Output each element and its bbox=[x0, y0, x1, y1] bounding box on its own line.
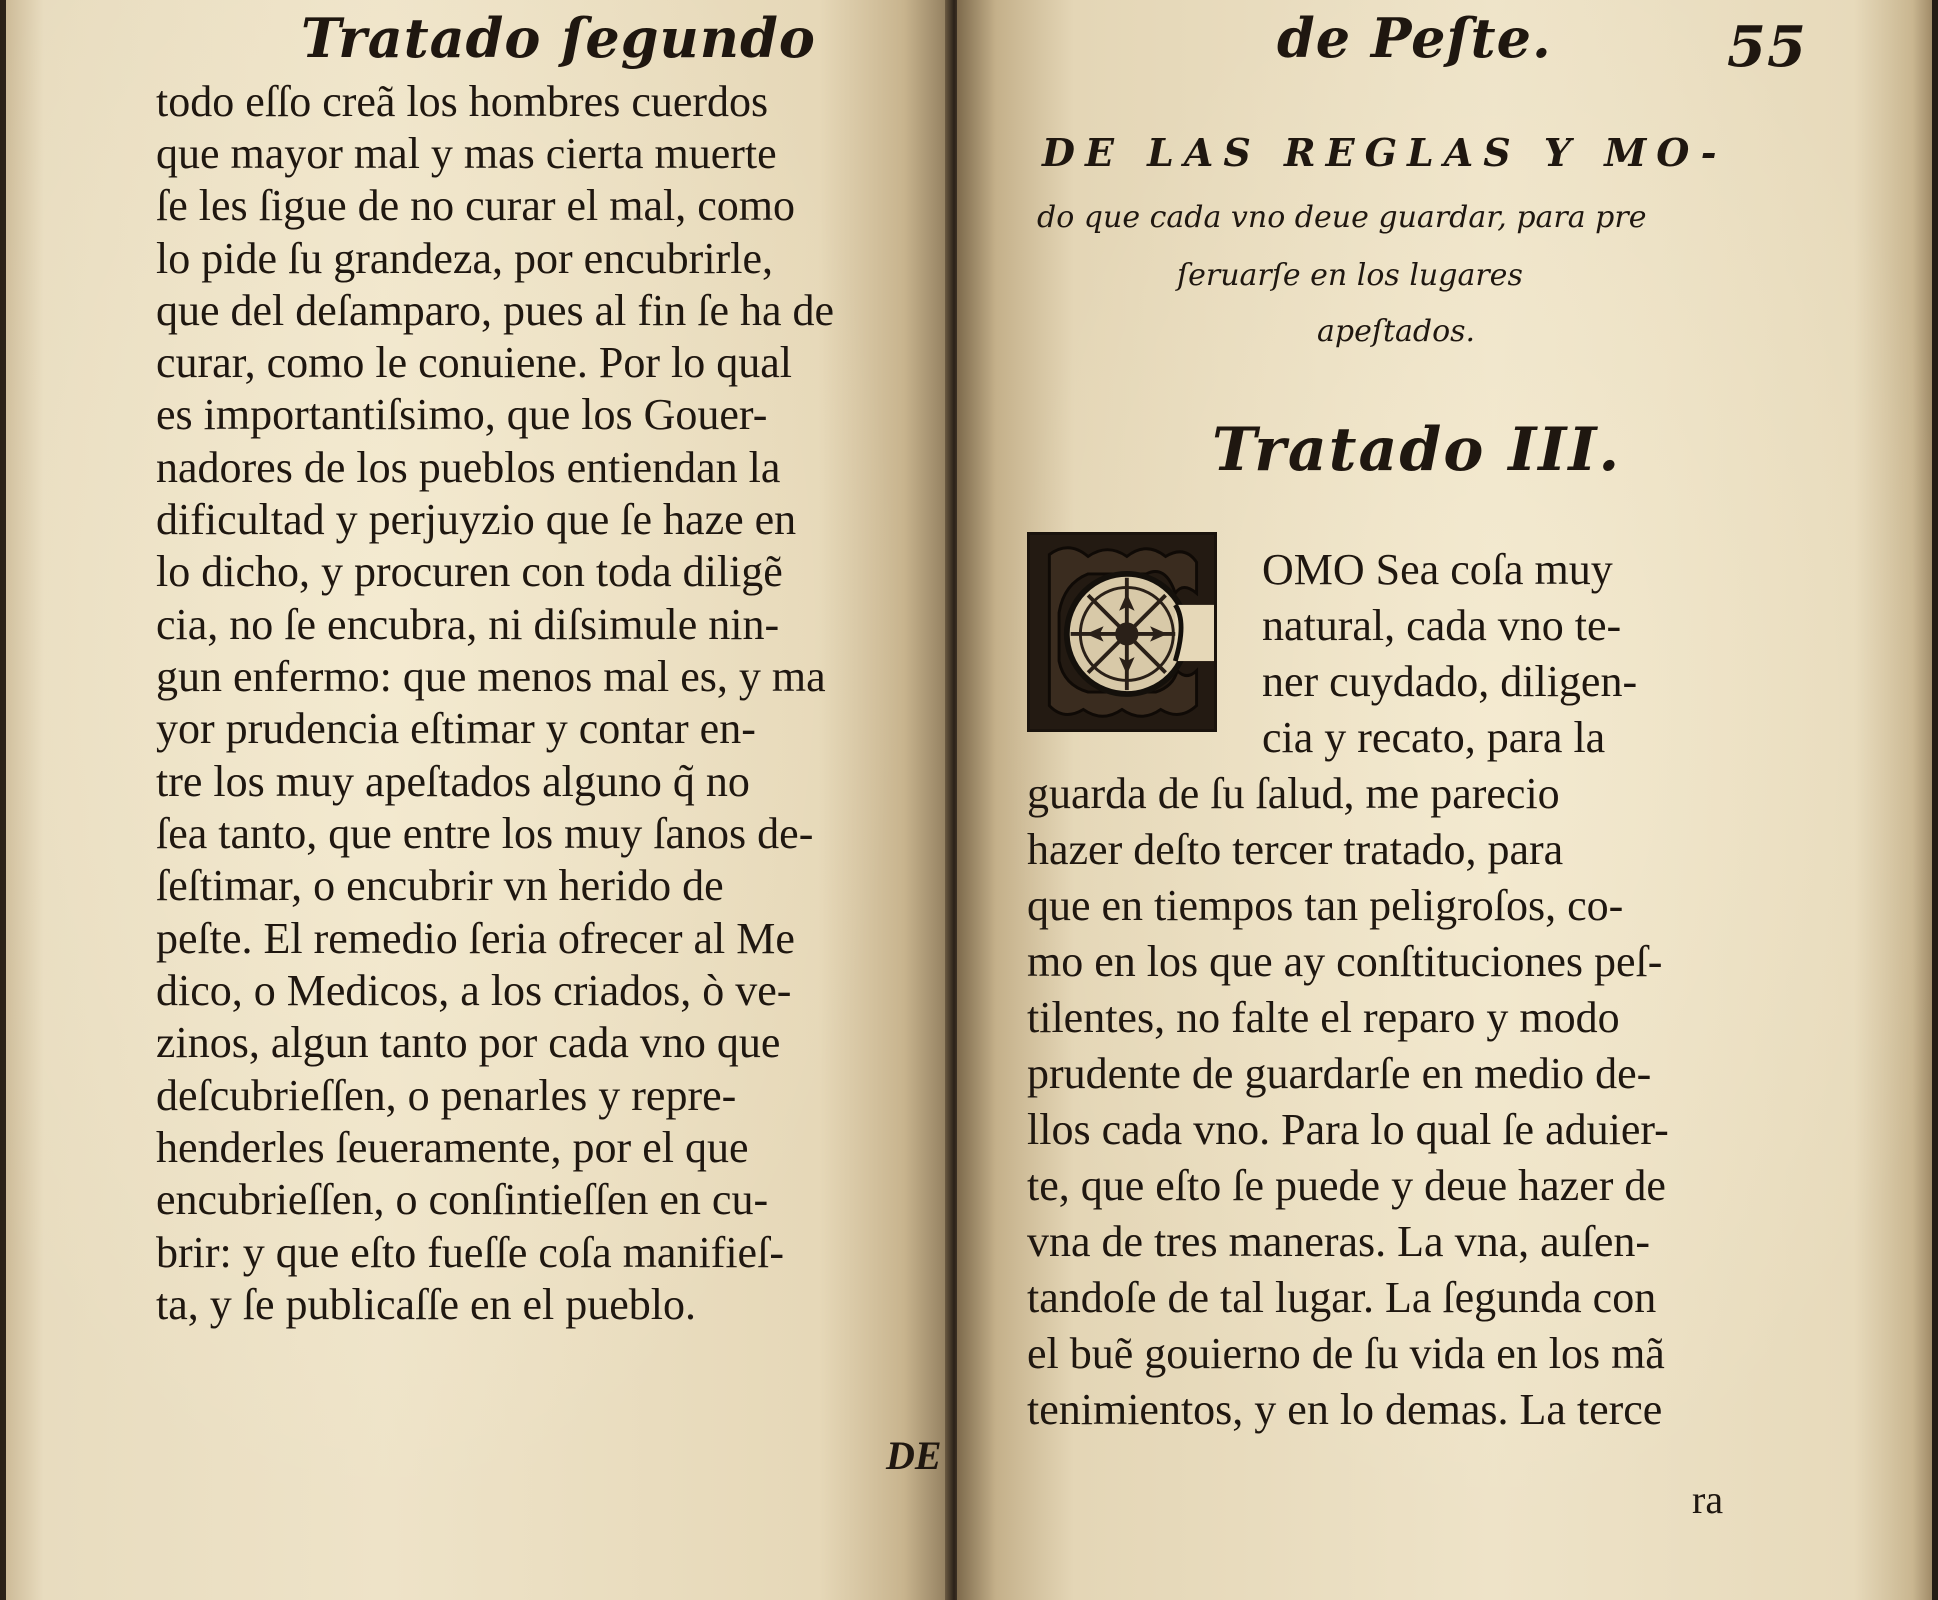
decorated-initial-c-icon bbox=[1030, 535, 1214, 729]
text-line: guarda de ſu ſalud, me parecio bbox=[1027, 769, 1560, 818]
text-line: encubrieſſen, o conſintieſſen en cu- bbox=[156, 1175, 769, 1224]
text-line: el buẽ gouierno de ſu vida en los mã bbox=[1027, 1329, 1665, 1378]
text-line: hazer deſto tercer tratado, para bbox=[1027, 825, 1564, 874]
section-heading-line: DE LAS REGLAS Y MO- bbox=[1042, 130, 1727, 175]
text-line: OMO Sea coſa muy bbox=[1262, 545, 1613, 594]
text-line: que mayor mal y mas cierta muerte bbox=[156, 129, 777, 178]
text-line: brir: y que eſto fueſſe coſa manifieſ- bbox=[156, 1228, 784, 1277]
section-heading-line: apeſtados. bbox=[1317, 314, 1476, 349]
text-line: henderles ſeueramente, por el que bbox=[156, 1123, 749, 1172]
text-line: mo en los que ay conſtituciones peſ- bbox=[1027, 937, 1663, 986]
catchword-left: DE bbox=[886, 1433, 942, 1478]
text-line: ſe les ſigue de no curar el mal, como bbox=[156, 181, 795, 230]
text-line: que del deſamparo, pues al fin ſe ha de bbox=[156, 286, 835, 335]
text-line: deſcubrieſſen, o penarles y repre- bbox=[156, 1071, 737, 1120]
text-line: todo eſſo creã los hombres cuerdos bbox=[156, 77, 769, 126]
chapter-title: Tratado III. bbox=[1212, 415, 1622, 485]
text-line: prudente de guardarſe en medio de- bbox=[1027, 1049, 1652, 1098]
text-line: vna de tres maneras. La vna, auſen- bbox=[1027, 1217, 1651, 1266]
text-line: lo dicho, y procuren con toda diligẽ bbox=[156, 547, 783, 596]
left-page bbox=[6, 0, 951, 1600]
text-line: zinos, algun tanto por cada vno que bbox=[156, 1018, 781, 1067]
text-line: ſea tanto, que entre los muy ſanos de- bbox=[156, 809, 814, 858]
section-heading-line: do que cada vno deue guardar, para pre bbox=[1037, 200, 1647, 235]
text-line: llos cada vno. Para lo qual ſe aduier- bbox=[1027, 1105, 1669, 1154]
text-line: yor prudencia eſtimar y contar en- bbox=[156, 704, 756, 753]
text-line: curar, como le conuiene. Por lo qual bbox=[156, 338, 793, 387]
text-line: peſte. El remedio ſeria ofrecer al Me bbox=[156, 914, 795, 963]
text-line: tandoſe de tal lugar. La ſegunda con bbox=[1027, 1273, 1657, 1322]
text-line: ta, y ſe publicaſſe en el pueblo. bbox=[156, 1280, 697, 1329]
text-line: que en tiempos tan peligroſos, co- bbox=[1027, 881, 1624, 930]
text-line: ner cuydado, diligen- bbox=[1262, 657, 1638, 706]
running-head-left: Tratado ſegundo bbox=[301, 6, 816, 70]
text-line: cia y recato, para la bbox=[1262, 713, 1606, 762]
catchword-right: ra bbox=[1692, 1477, 1724, 1522]
text-line: dico, o Medicos, a los criados, ò ve- bbox=[156, 966, 792, 1015]
text-line: tre los muy apeſtados alguno q̃ no bbox=[156, 757, 750, 806]
running-head-right: de Peſte. bbox=[1277, 6, 1552, 70]
text-line: tenimientos, y en lo demas. La terce bbox=[1027, 1385, 1663, 1434]
text-line: es importantiſsimo, que los Gouer- bbox=[156, 390, 768, 439]
text-line: dificultad y perjuyzio que ſe haze en bbox=[156, 495, 797, 544]
text-line: tilentes, no falte el reparo y modo bbox=[1027, 993, 1620, 1042]
text-line: cia, no ſe encubra, ni diſsimule nin- bbox=[156, 600, 780, 649]
right-page bbox=[957, 0, 1932, 1600]
decorated-initial bbox=[1027, 532, 1217, 732]
text-line: natural, cada vno te- bbox=[1262, 601, 1622, 650]
folio-number: 55 bbox=[1727, 14, 1807, 80]
section-heading-line: ſeruarſe en los lugares bbox=[1177, 258, 1523, 293]
text-line: te, que eſto ſe puede y deue hazer de bbox=[1027, 1161, 1666, 1210]
text-line: nadores de los pueblos entiendan la bbox=[156, 443, 781, 492]
text-line: lo pide ſu grandeza, por encubrirle, bbox=[156, 234, 773, 283]
text-line: ſeſtimar, o encubrir vn herido de bbox=[156, 861, 724, 910]
text-line: gun enfermo: que menos mal es, y ma bbox=[156, 652, 826, 701]
